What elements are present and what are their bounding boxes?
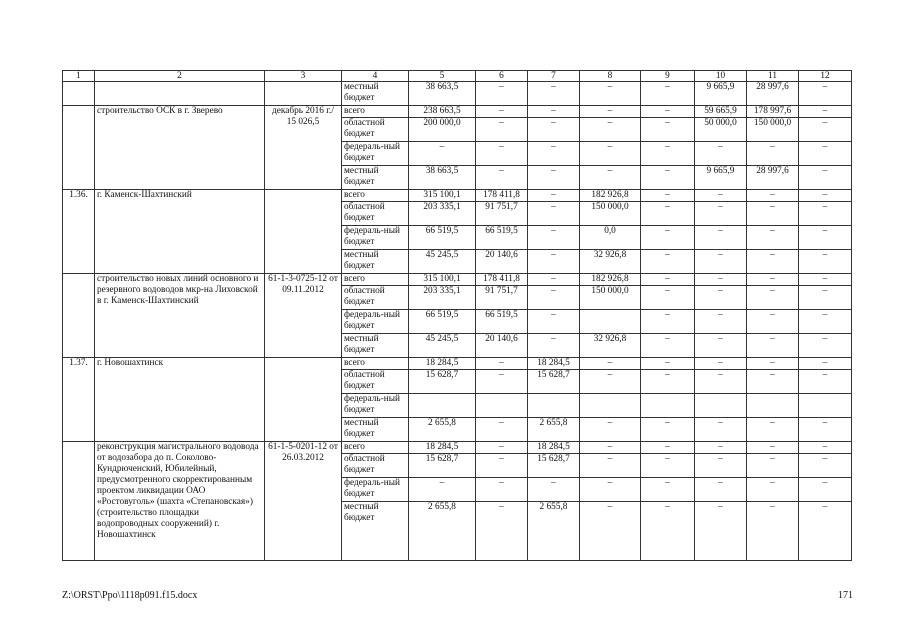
table-row <box>63 274 852 286</box>
object-name: строительство новых линий основного и резервного водоводов мкр-на Лиховской в г. Каменск-Шахтинский <box>95 274 265 358</box>
amount-cell: – <box>747 226 799 250</box>
amount-cell: – <box>641 142 695 166</box>
funding-source: областной бюджет <box>342 286 409 310</box>
funding-source: федераль-ный бюджет <box>342 394 409 418</box>
amount-cell: – <box>641 166 695 190</box>
item-number <box>63 82 95 106</box>
amount-cell: – <box>641 82 695 106</box>
amount-cell: – <box>476 442 528 454</box>
amount-cell: – <box>476 478 528 502</box>
amount-cell: – <box>799 478 852 502</box>
amount-cell: 66 519,5 <box>476 226 528 250</box>
amount-cell: 238 663,5 <box>409 106 476 118</box>
amount-cell <box>476 394 528 418</box>
amount-cell: – <box>641 250 695 274</box>
amount-cell: – <box>580 166 641 190</box>
amount-cell: – <box>747 310 799 334</box>
amount-cell: 66 519,5 <box>476 310 528 334</box>
amount-cell: – <box>799 442 852 454</box>
amount-cell: – <box>580 454 641 478</box>
contract-info: 61-1-5-0201-12 от 26.03.2012 <box>265 442 342 561</box>
amount-cell: – <box>695 310 747 334</box>
amount-cell: – <box>641 334 695 358</box>
amount-cell: – <box>641 442 695 454</box>
amount-cell: – <box>695 286 747 310</box>
amount-cell: – <box>695 442 747 454</box>
amount-cell: – <box>747 418 799 442</box>
amount-cell: – <box>695 226 747 250</box>
object-name <box>95 82 265 106</box>
column-number: 8 <box>580 71 641 82</box>
amount-cell <box>641 394 695 418</box>
amount-cell: – <box>528 190 580 202</box>
amount-cell: – <box>641 226 695 250</box>
page-number: 171 <box>838 590 853 601</box>
funding-source: областной бюджет <box>342 370 409 394</box>
funding-source: местный бюджет <box>342 418 409 442</box>
amount-cell: 2 655,8 <box>409 502 476 561</box>
amount-cell: – <box>799 418 852 442</box>
amount-cell: – <box>747 442 799 454</box>
amount-cell: – <box>641 274 695 286</box>
contract-info <box>265 190 342 274</box>
amount-cell: – <box>695 358 747 370</box>
amount-cell: – <box>476 82 528 106</box>
amount-cell: – <box>747 358 799 370</box>
funding-source: местный бюджет <box>342 166 409 190</box>
amount-cell: – <box>799 358 852 370</box>
amount-cell: – <box>580 370 641 394</box>
column-number: 4 <box>342 71 409 82</box>
funding-source: местный бюджет <box>342 82 409 106</box>
amount-cell: – <box>799 118 852 142</box>
amount-cell: – <box>528 118 580 142</box>
amount-cell: – <box>476 370 528 394</box>
amount-cell: 18 284,5 <box>528 442 580 454</box>
amount-cell: 18 284,5 <box>528 358 580 370</box>
amount-cell <box>799 394 852 418</box>
column-number: 2 <box>95 71 265 82</box>
amount-cell: 200 000,0 <box>409 118 476 142</box>
contract-info: 61-1-3-0725-12 от 09.11.2012 <box>265 274 342 358</box>
table-row <box>63 82 852 106</box>
amount-cell: – <box>799 274 852 286</box>
amount-cell: 178 411,8 <box>476 190 528 202</box>
amount-cell: 203 335,1 <box>409 202 476 226</box>
contract-info <box>265 82 342 106</box>
funding-source: всего <box>342 274 409 286</box>
amount-cell: – <box>528 334 580 358</box>
amount-cell: 38 663,5 <box>409 82 476 106</box>
amount-cell: – <box>641 190 695 202</box>
funding-source: всего <box>342 358 409 370</box>
contract-info <box>265 358 342 442</box>
amount-cell: – <box>747 478 799 502</box>
amount-cell: – <box>641 418 695 442</box>
amount-cell <box>580 394 641 418</box>
amount-cell: – <box>747 250 799 274</box>
amount-cell: – <box>409 142 476 166</box>
amount-cell: – <box>641 202 695 226</box>
amount-cell: – <box>528 478 580 502</box>
amount-cell: – <box>799 82 852 106</box>
table-row <box>63 190 852 202</box>
amount-cell <box>747 394 799 418</box>
amount-cell: – <box>476 118 528 142</box>
amount-cell: 32 926,8 <box>580 250 641 274</box>
amount-cell: – <box>528 166 580 190</box>
item-number: 1.37. <box>63 358 95 442</box>
amount-cell: – <box>641 118 695 142</box>
amount-cell: 150 000,0 <box>580 202 641 226</box>
amount-cell: – <box>476 418 528 442</box>
funding-source: областной бюджет <box>342 118 409 142</box>
funding-source: всего <box>342 442 409 454</box>
document-path: Z:\ORST\Ppo\1118p091.f15.docx <box>62 590 198 601</box>
amount-cell: – <box>528 274 580 286</box>
amount-cell: 18 284,5 <box>409 442 476 454</box>
table-row <box>63 358 852 370</box>
object-name: г. Каменск-Шахтинский <box>95 190 265 274</box>
amount-cell: 91 751,7 <box>476 202 528 226</box>
amount-cell: – <box>580 478 641 502</box>
amount-cell: 182 926,8 <box>580 274 641 286</box>
amount-cell: – <box>799 106 852 118</box>
amount-cell: – <box>580 118 641 142</box>
object-name: строительство ОСК в г. Зверево <box>95 106 265 190</box>
amount-cell: – <box>799 142 852 166</box>
funding-source: областной бюджет <box>342 202 409 226</box>
amount-cell: – <box>641 370 695 394</box>
amount-cell: – <box>747 274 799 286</box>
amount-cell: 28 997,6 <box>747 82 799 106</box>
amount-cell: 178 997,6 <box>747 106 799 118</box>
amount-cell <box>695 394 747 418</box>
item-number <box>63 106 95 190</box>
amount-cell: – <box>695 274 747 286</box>
column-number: 5 <box>409 71 476 82</box>
amount-cell: – <box>747 142 799 166</box>
amount-cell: – <box>747 502 799 561</box>
amount-cell: – <box>695 250 747 274</box>
amount-cell: – <box>799 250 852 274</box>
amount-cell: 9 665,9 <box>695 166 747 190</box>
column-number: 11 <box>747 71 799 82</box>
column-number: 6 <box>476 71 528 82</box>
funding-source: федераль-ный бюджет <box>342 226 409 250</box>
amount-cell: – <box>580 82 641 106</box>
amount-cell: 45 245,5 <box>409 334 476 358</box>
funding-source: федераль-ный бюджет <box>342 310 409 334</box>
amount-cell: – <box>747 190 799 202</box>
item-number <box>63 442 95 561</box>
amount-cell: – <box>528 142 580 166</box>
amount-cell: – <box>799 310 852 334</box>
amount-cell: 59 665,9 <box>695 106 747 118</box>
amount-cell: – <box>476 142 528 166</box>
amount-cell: – <box>528 226 580 250</box>
amount-cell: – <box>747 334 799 358</box>
column-number: 3 <box>265 71 342 82</box>
funding-source: федераль-ный бюджет <box>342 478 409 502</box>
amount-cell: – <box>799 334 852 358</box>
amount-cell: – <box>695 502 747 561</box>
amount-cell: 15 628,7 <box>528 370 580 394</box>
amount-cell: 150 000,0 <box>580 286 641 310</box>
amount-cell: – <box>799 370 852 394</box>
amount-cell: – <box>476 358 528 370</box>
amount-cell <box>409 394 476 418</box>
funding-source: всего <box>342 106 409 118</box>
amount-cell: – <box>476 166 528 190</box>
amount-cell: 38 663,5 <box>409 166 476 190</box>
amount-cell: – <box>747 286 799 310</box>
column-number: 7 <box>528 71 580 82</box>
amount-cell: – <box>695 190 747 202</box>
amount-cell: – <box>747 370 799 394</box>
amount-cell: 15 628,7 <box>409 370 476 394</box>
amount-cell: – <box>799 286 852 310</box>
amount-cell: – <box>528 250 580 274</box>
amount-cell: – <box>695 334 747 358</box>
amount-cell: – <box>641 286 695 310</box>
table-row <box>63 442 852 454</box>
amount-cell: 203 335,1 <box>409 286 476 310</box>
amount-cell: 2 655,8 <box>528 418 580 442</box>
amount-cell: – <box>695 478 747 502</box>
amount-cell <box>580 310 641 334</box>
amount-cell: 50 000,0 <box>695 118 747 142</box>
funding-source: местный бюджет <box>342 334 409 358</box>
amount-cell: – <box>580 358 641 370</box>
amount-cell: – <box>528 286 580 310</box>
amount-cell: 0,0 <box>580 226 641 250</box>
amount-cell: – <box>528 310 580 334</box>
object-name: г. Новошахтинск <box>95 358 265 442</box>
amount-cell: – <box>641 310 695 334</box>
amount-cell: – <box>799 202 852 226</box>
amount-cell: – <box>695 454 747 478</box>
column-number: 10 <box>695 71 747 82</box>
amount-cell: – <box>528 202 580 226</box>
column-number: 9 <box>641 71 695 82</box>
amount-cell: 45 245,5 <box>409 250 476 274</box>
amount-cell: – <box>641 502 695 561</box>
amount-cell: 9 665,9 <box>695 82 747 106</box>
amount-cell: 315 100,1 <box>409 190 476 202</box>
amount-cell: 315 100,1 <box>409 274 476 286</box>
amount-cell: – <box>799 190 852 202</box>
contract-info: декабрь 2016 г./ 15 026,5 <box>265 106 342 190</box>
amount-cell: – <box>799 502 852 561</box>
amount-cell: 2 655,8 <box>528 502 580 561</box>
amount-cell: 2 655,8 <box>409 418 476 442</box>
amount-cell: – <box>580 142 641 166</box>
amount-cell: – <box>409 478 476 502</box>
amount-cell: – <box>476 106 528 118</box>
amount-cell: 18 284,5 <box>409 358 476 370</box>
amount-cell: 66 519,5 <box>409 226 476 250</box>
amount-cell: – <box>641 106 695 118</box>
amount-cell: – <box>747 454 799 478</box>
amount-cell: 20 140,6 <box>476 250 528 274</box>
item-number: 1.36. <box>63 190 95 274</box>
funding-source: местный бюджет <box>342 250 409 274</box>
amount-cell: – <box>580 106 641 118</box>
amount-cell: 182 926,8 <box>580 190 641 202</box>
amount-cell: – <box>641 454 695 478</box>
column-number: 1 <box>63 71 95 82</box>
amount-cell: – <box>695 142 747 166</box>
amount-cell: 32 926,8 <box>580 334 641 358</box>
amount-cell: 91 751,7 <box>476 286 528 310</box>
amount-cell: – <box>641 478 695 502</box>
amount-cell: – <box>580 442 641 454</box>
funding-source: всего <box>342 190 409 202</box>
amount-cell: – <box>799 226 852 250</box>
funding-source: местный бюджет <box>342 502 409 561</box>
amount-cell: – <box>580 502 641 561</box>
amount-cell: – <box>695 202 747 226</box>
amount-cell: – <box>528 106 580 118</box>
item-number <box>63 274 95 358</box>
column-number-row <box>63 71 852 82</box>
amount-cell: – <box>695 418 747 442</box>
amount-cell <box>528 394 580 418</box>
table-row <box>63 106 852 118</box>
amount-cell: – <box>528 82 580 106</box>
object-name: реконструкция магистрального водовода от водозабора до п. Соколово-Кундрюченский, Юбилейный, предусмотренного скорректированным проектом ликвидации ОАО «Ростовуголь» (шахта «Степановская») (строительство площадки водопроводных сооружений) г. Новошахтинск <box>95 442 265 561</box>
amount-cell: – <box>695 370 747 394</box>
amount-cell: – <box>641 358 695 370</box>
amount-cell: – <box>476 502 528 561</box>
column-number: 12 <box>799 71 852 82</box>
amount-cell: 66 519,5 <box>409 310 476 334</box>
amount-cell: 178 411,8 <box>476 274 528 286</box>
amount-cell: – <box>799 166 852 190</box>
amount-cell: – <box>476 454 528 478</box>
funding-source: областной бюджет <box>342 454 409 478</box>
amount-cell: 15 628,7 <box>528 454 580 478</box>
amount-cell: 28 997,6 <box>747 166 799 190</box>
amount-cell: 15 628,7 <box>409 454 476 478</box>
amount-cell: – <box>747 202 799 226</box>
budget-table <box>62 70 852 561</box>
funding-source: федераль-ный бюджет <box>342 142 409 166</box>
amount-cell: – <box>580 418 641 442</box>
amount-cell: 20 140,6 <box>476 334 528 358</box>
amount-cell: – <box>799 454 852 478</box>
amount-cell: 150 000,0 <box>747 118 799 142</box>
